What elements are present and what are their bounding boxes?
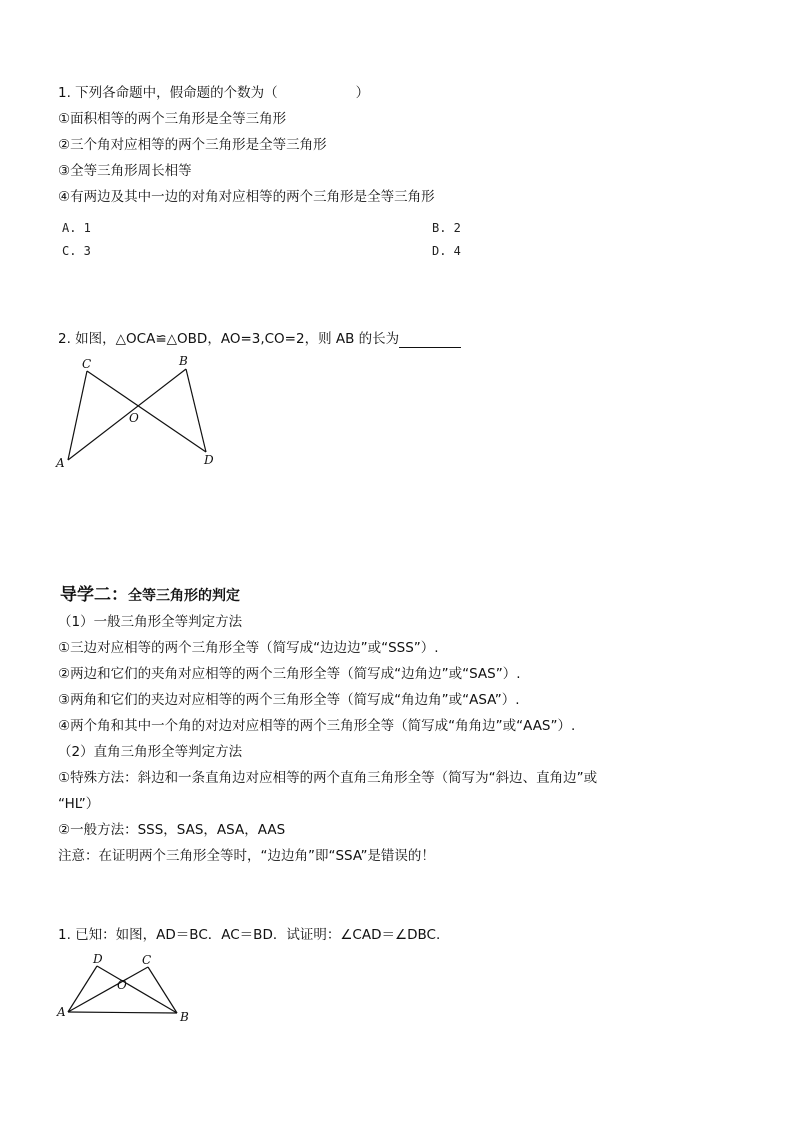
label-a: A [57,1005,66,1019]
q1-option-a: A. 1 [62,221,91,235]
section-title: 导学二：全等三角形的判定 [60,585,240,605]
label-a: A [56,456,65,470]
label-d: D [93,952,103,966]
note: 注意：在证明两个三角形全等时，“边边角”即“SSA”是错误的！ [58,848,435,864]
q1-option-c: C. 3 [62,244,91,258]
q1-option-d: D. 4 [432,244,461,258]
section-sub2: （2）直角三角形全等判定方法 [58,744,243,760]
q2-stem: 2. 如图，△OCA≌△OBD，AO=3,CO=2，则 AB 的长为 [58,330,461,348]
label-o: O [129,411,139,425]
q1-option-b: B. 2 [432,221,461,235]
segment-ab [68,1012,177,1013]
q3-stem: 1. 已知：如图，AD＝BC．AC＝BD．试证明：∠CAD＝∠DBC. [58,927,441,943]
q1-statement-1: ①面积相等的两个三角形是全等三角形 [58,111,287,127]
rule-sas: ②两边和它们的夹角对应相等的两个三角形全等（简写成“边角边”或“SAS”）. [58,666,521,682]
label-b: B [179,354,188,368]
label-b: B [180,1010,189,1024]
q1-statement-4: ④有两边及其中一边的对角对应相等的两个三角形是全等三角形 [58,189,435,205]
rule-sss: ①三边对应相等的两个三角形全等（简写成“边边边”或“SSS”）. [58,640,439,656]
rule-hl-line2: “HL”） [58,796,100,812]
rule-asa: ③两角和它们的夹边对应相等的两个三角形全等（简写成“角边角”或“ASA”）. [58,692,520,708]
rule-general: ②一般方法：SSS，SAS，ASA，AAS [58,822,286,838]
label-o: O [117,978,127,992]
section-sub1: （1）一般三角形全等判定方法 [58,614,243,630]
label-c: C [142,953,152,967]
segment-ad [68,966,97,1012]
q1-statement-3: ③全等三角形周长相等 [58,163,192,179]
segment-bc [148,967,177,1013]
rule-hl-line1: ①特殊方法：斜边和一条直角边对应相等的两个直角三角形全等（简写为“斜边、直角边”或 [58,770,598,786]
q1-stem: 1. 下列各命题中，假命题的个数为（ ） [58,85,370,101]
label-d: D [204,453,214,467]
rule-aas: ④两个角和其中一个角的对边对应相等的两个三角形全等（简写成“角角边”或“AAS”）. [58,718,576,734]
label-c: C [82,357,92,371]
q1-statement-2: ②三个角对应相等的两个三角形是全等三角形 [58,137,327,153]
